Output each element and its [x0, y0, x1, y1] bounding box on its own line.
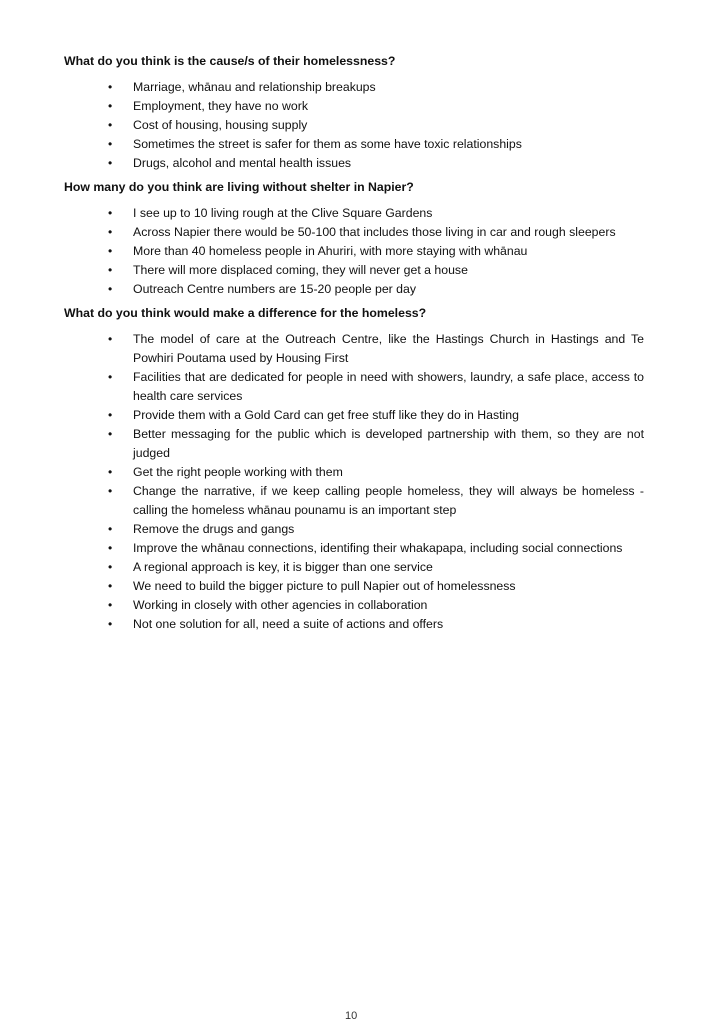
bullet-icon: • [108, 427, 113, 441]
bullet-icon: • [108, 99, 113, 113]
bullet-text: Change the narrative, if we keep calling people homeless, they will always be homeless - calling the homeless whānau pounamu is an important step [133, 484, 644, 517]
bullet-icon: • [108, 80, 113, 94]
bullet-icon: • [108, 579, 113, 593]
bullet-text: Employment, they have no work [133, 99, 308, 113]
document-body [64, 52, 644, 634]
bullet-text: Get the right people working with them [133, 465, 343, 479]
bullet-text: I see up to 10 living rough at the Clive Square Gardens [133, 206, 433, 220]
bullet-icon: • [108, 244, 113, 258]
bullet-text: Marriage, whānau and relationship breakups [133, 80, 376, 94]
bullet-text: Remove the drugs and gangs [133, 522, 295, 536]
bullet-item [64, 596, 644, 615]
bullet-icon: • [108, 408, 113, 422]
bullet-item [64, 539, 644, 558]
question-heading: How many do you think are living without shelter in Napier? [64, 180, 414, 194]
bullet-text: There will more displaced coming, they will never get a house [133, 263, 468, 277]
bullet-icon: • [108, 263, 113, 277]
bullet-icon: • [108, 137, 113, 151]
bullet-list [64, 204, 644, 299]
bullet-icon: • [108, 617, 113, 631]
bullet-item [64, 406, 644, 425]
bullet-icon: • [108, 484, 113, 498]
bullet-item [64, 280, 644, 299]
bullet-item [64, 116, 644, 135]
bullet-text: We need to build the bigger picture to pull Napier out of homelessness [133, 579, 516, 593]
bullet-item [64, 520, 644, 539]
bullet-icon: • [108, 206, 113, 220]
bullet-text: Cost of housing, housing supply [133, 118, 308, 132]
bullet-icon: • [108, 156, 113, 170]
bullet-item [64, 425, 644, 463]
bullet-icon: • [108, 522, 113, 536]
bullet-icon: • [108, 560, 113, 574]
question-heading: What do you think would make a difference for the homeless? [64, 306, 427, 320]
bullet-icon: • [108, 465, 113, 479]
bullet-item [64, 558, 644, 577]
bullet-item [64, 97, 644, 116]
bullet-item [64, 368, 644, 406]
bullet-icon: • [108, 118, 113, 132]
bullet-text: The model of care at the Outreach Centre, like the Hastings Church in Hastings and Te Powhiri Poutama used by Housing First [133, 332, 644, 365]
question-section [64, 178, 644, 299]
bullet-icon: • [108, 282, 113, 296]
bullet-text: Working in closely with other agencies in collaboration [133, 598, 428, 612]
bullet-item [64, 78, 644, 97]
bullet-item [64, 223, 644, 242]
bullet-text: Outreach Centre numbers are 15-20 people per day [133, 282, 416, 296]
bullet-item [64, 463, 644, 482]
question-heading: What do you think is the cause/s of their homelessness? [64, 54, 396, 68]
bullet-item [64, 242, 644, 261]
bullet-icon: • [108, 370, 113, 384]
bullet-icon: • [108, 541, 113, 555]
bullet-text: Not one solution for all, need a suite of actions and offers [133, 617, 444, 631]
bullet-icon: • [108, 225, 113, 239]
bullet-text: Sometimes the street is safer for them as some have toxic relationships [133, 137, 522, 151]
bullet-text: Better messaging for the public which is developed partnership with them, so they are not judged [133, 427, 644, 460]
question-section [64, 304, 644, 634]
bullet-item [64, 577, 644, 596]
bullet-text: Provide them with a Gold Card can get free stuff like they do in Hasting [133, 408, 519, 422]
bullet-list [64, 78, 644, 173]
bullet-item [64, 261, 644, 280]
bullet-text: Drugs, alcohol and mental health issues [133, 156, 352, 170]
bullet-item [64, 482, 644, 520]
bullet-item [64, 330, 644, 368]
bullet-text: Improve the whānau connections, identifing their whakapapa, including social connections [133, 541, 623, 555]
bullet-text: Facilities that are dedicated for people in need with showers, laundry, a safe place, access to health care services [133, 370, 644, 403]
bullet-icon: • [108, 598, 113, 612]
bullet-text: A regional approach is key, it is bigger than one service [133, 560, 433, 574]
bullet-item [64, 135, 644, 154]
bullet-text: More than 40 homeless people in Ahuriri, with more staying with whānau [133, 244, 528, 258]
bullet-text: Across Napier there would be 50-100 that includes those living in car and rough sleepers [133, 225, 616, 239]
bullet-item [64, 615, 644, 634]
question-section [64, 52, 644, 173]
bullet-item [64, 154, 644, 173]
page-number: 10 [345, 1010, 358, 1022]
bullet-item [64, 204, 644, 223]
bullet-list [64, 330, 644, 634]
bullet-icon: • [108, 332, 113, 346]
